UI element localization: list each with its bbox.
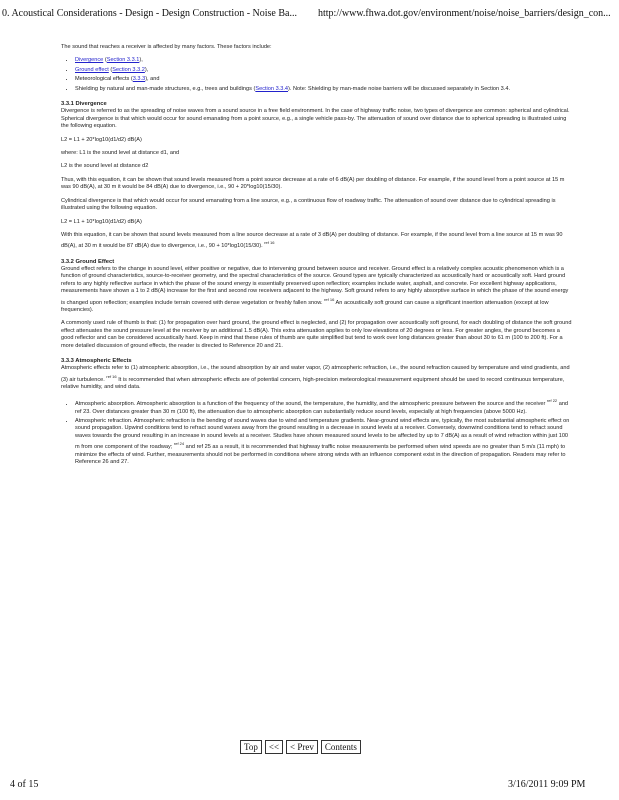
section-334-link[interactable]: Section 3.3.4 (255, 85, 289, 92)
section-333-link[interactable]: 3.3.3 (132, 76, 146, 83)
first-button[interactable]: << (265, 740, 283, 754)
reference-sup: ref 22 (546, 398, 558, 404)
page-navigation (240, 740, 361, 754)
section-332-link[interactable]: Section 3.3.2 (112, 66, 145, 73)
factor-list (61, 57, 573, 93)
print-date: 3/16/2011 9:09 PM (508, 779, 586, 790)
page-title: 0. Acoustical Considerations - Design - Design Construction - Noise Ba... (2, 8, 297, 19)
equation: L2 = L1 + 20*log10(d1/d2) dB(A) (61, 136, 142, 143)
divergence-link[interactable]: Divergence (75, 57, 104, 64)
paragraph: Cylindrical divergence is that which would occur for sound emanating from a line source, e.g., a continuous flow of roadway traffic. The attenuation of sound over distance due to cylindrical spreading is illustrated using the following equation. (61, 197, 556, 212)
list-item: • Ground effect (Section 3.3.2), (75, 67, 573, 74)
atmospheric-list (61, 397, 573, 466)
top-button[interactable]: Top (240, 740, 262, 754)
list-item: • Atmospheric refraction. Atmospheric refraction is the bending of sound waves due to wind and temperature gradients. Near-ground wind effects are, typically, the most substantial atmospheric effect on sound propagation. Upwind conditions tend to refract sound waves away from the ground resulting in a decrease in sound levels at a receiver. Conversely, downwind conditions tend to refract sound waves towards the ground resulting in an increase in sound levels at a receiver. Studies have shown measured sound levels to be affected by up to 7 dB(A) as a result of wind refraction within just 100 m from one component of the roadway; $^{ref 24}$ and ref 25 as a result, it is recommended that highway traffic noise measurements be performed when wind speeds are no greater than 5 m/s (11 mph) to minimize the effects of wind. Further, measurements should not be performed in conditions where strong winds with an influence component exist in the direction of propagation. Readers may refer to Reference 26 and 27. (75, 418, 573, 466)
paragraph: Thus, with this equation, it can be shown that sound levels measured from a point source decrease at a rate of 6 dB(A) per doubling of distance. For example, if the sound level from a point source at 15 m was 90 dB(A), at 30 m it would be 84 dB(A) due to divergence, i.e., 90 + 20*log10(15/30). (61, 176, 565, 191)
print-header (0, 8, 619, 22)
paragraph: With this equation, it can be shown that sound levels measured from a line source decrease at a rate of 3 dB(A) per doubling of distance. For example, if the sound level from a line source at 15 m was 90 dB(A), at 30 m it would be 87 dB(A) due to divergence, i.e., 90 + 10*log10(15/30). $^{ref 16}$ (61, 231, 563, 250)
reference-sup: ref 16 (324, 296, 335, 302)
list-item: • Atmospheric absorption. Atmospheric absorption is a function of the frequency of the sound, the temperature, the humidity, and the atmospheric pressure between the source and the receiver $^{ref 22}$ and ref 23. Over distances greater than 30 m (100 ft), the attenuation due to atmospheric absorption can substantially reduce sound levels, especially at high frequencies (above 5000 Hz). (75, 397, 573, 416)
paragraph: Ground effect refers to the change in sound level, either positive or negative, due to intervening ground between source and receiver. Ground effect is a relatively complex acoustic phenomenon which is a function of ground characteristics, source-to-receiver geometry, and the spectral characteristics of the source. Ground types are typically characterized as acoustically hard or acoustically soft. Hard ground refers to any highly reflective surface in which the phase of the sound energy is essentially preserved upon reflection; examples include water, asphalt, and concrete. For excellent highway applications, measurements have shown a 1 to 2 dB(A) increase for the first and second row receivers adjacent to the highway. Soft ground refers to any highly absorptive surface in which the phase of the sound energy is changed upon reflection; examples include terrain covered with dense vegetation or freshly fallen snow. $^{ref 16}$ An acoustically soft ground can cause a significant insertion attenuation (except at low frequencies). (61, 265, 569, 313)
section-heading: 3.3.2 Ground Effect (61, 258, 115, 265)
paragraph: Atmospheric effects refer to (1) atmospheric absorption, i.e., the sound absorption by air and water vapor, (2) atmospheric refraction, i.e., the sound refraction caused by temperature and wind gradients, and (3) air turbulence. $^{ref 16}$ It is recommended that when atmospheric effects are of potential concern, high-precision meteorological measurement equipment should be used to record continuous temperature, relative humidity, and wind data. (61, 365, 570, 390)
reference-sup: ref 24 (173, 441, 185, 447)
page-number: 4 of 15 (10, 779, 39, 790)
paragraph: A commonly used rule of thumb is that: (1) for propagation over hard ground, the ground effect is neglected, and (2) for propagation over acoustically soft ground, for each doubling of distance the soft ground effect attenuates the sound pressure level at the receiver by an additional 1.5 dB(A). This extra attenuation applies to only low elevations of 20 degrees or less. For greater angles, the ground becomes a good reflector and can be considered acoustically hard. Keep in mind that these rules of thumb are quite simplified but tend to work over long distances greater than about 30 to 61 m (100 to 200 ft). For a more detailed discussion of ground effects, the reader is directed to Reference 20 and 21. (61, 320, 572, 349)
reference-sup: ref 16 (264, 240, 275, 246)
section-331-link[interactable]: Section 3.3.1 (106, 57, 140, 64)
list-item: • Meteorological effects (3.3.3), and (75, 76, 573, 83)
ground-effect-link[interactable]: Ground effect (75, 66, 109, 73)
print-footer (0, 779, 619, 791)
contents-button[interactable]: Contents (321, 740, 361, 754)
page-url: http://www.fhwa.dot.gov/environment/noise/noise_barriers/design_con... (318, 8, 611, 19)
paragraph: where: L1 is the sound level at distance d1, and (61, 150, 180, 157)
paragraph: L2 is the sound level at distance d2 (61, 163, 149, 170)
equation: L2 = L1 + 10*log10(d1/d2) dB(A) (61, 218, 142, 225)
reference-sup: ref 16 (106, 373, 117, 379)
intro-text: The sound that reaches a receiver is affected by many factors. These factors include: (61, 44, 272, 50)
prev-button[interactable]: < Prev (286, 740, 318, 754)
list-item: • Divergence (Section 3.3.1), (75, 57, 573, 64)
document-content (61, 44, 573, 472)
section-heading: 3.3.3 Atmospheric Effects (61, 357, 132, 364)
section-heading: 3.3.1 Divergence (61, 101, 107, 108)
paragraph: Divergence is referred to as the spreading of noise waves from a sound source in a free field environment. In the case of highway traffic noise, two types of divergence are common: spherical and cylindrical. Spherical divergence is that which would occur for sound emanating from a point source, e.g., a single vehicle pass-by. The attenuation of sound over distance due to spherical spreading is illustrated using the following equation. (61, 108, 570, 130)
list-item: • Shielding by natural and man-made structures, e.g., trees and buildings (Section 3.3.4). Note: Shielding by man-made noise barriers will be discussed separately in Section 3.4. (75, 86, 573, 93)
